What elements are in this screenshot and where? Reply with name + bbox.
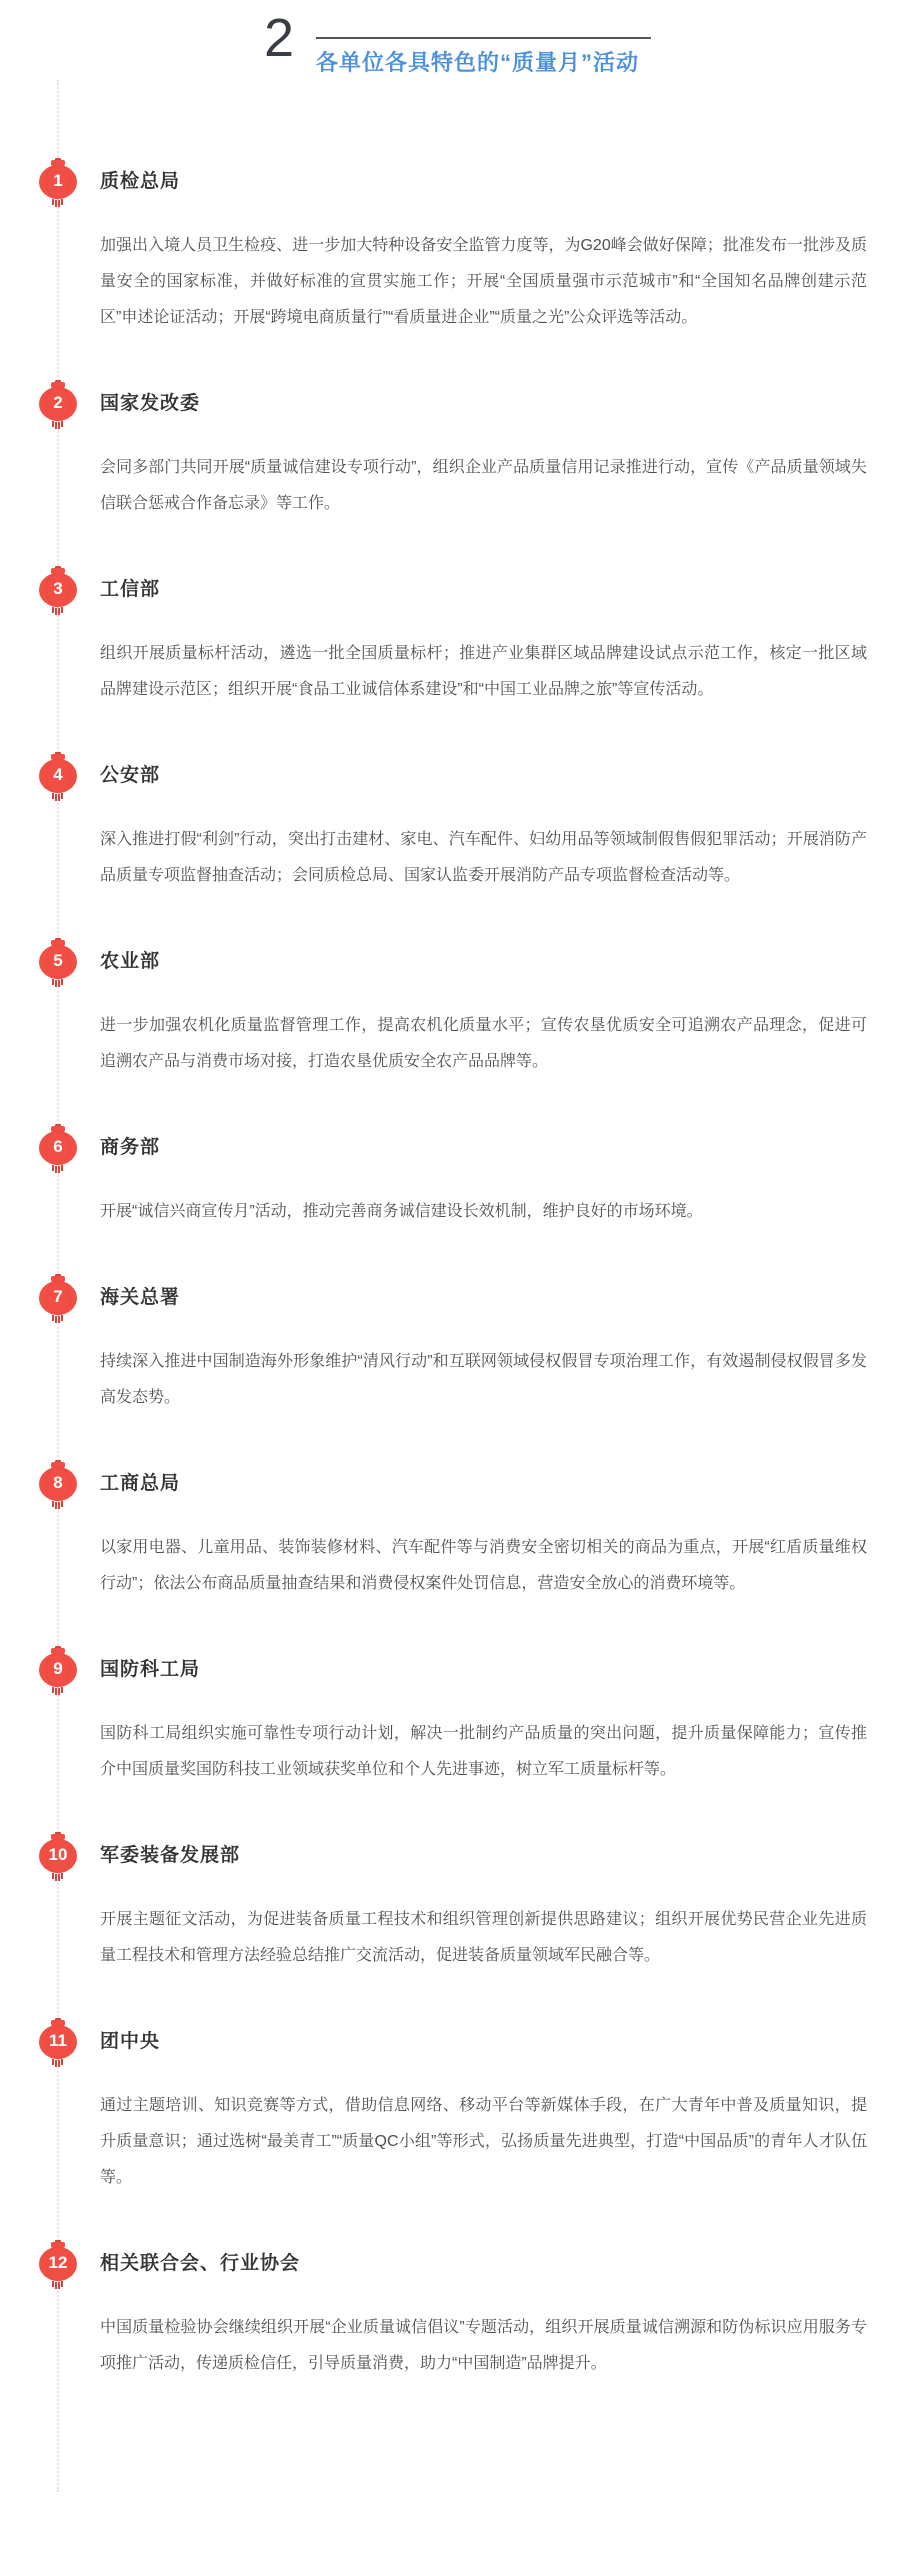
badge-number: 3 <box>53 579 63 598</box>
section-heading: 商务部 <box>100 1137 161 1158</box>
section <box>0 392 900 522</box>
section <box>0 1844 900 1974</box>
section-heading: 团中央 <box>100 2031 161 2052</box>
section-heading: 国家发改委 <box>100 393 201 414</box>
section-body: 持续深入推进中国制造海外形象维护“清风行动”和互联网领域侵权假冒专项治理工作，有效遏制侵权假冒多发高发态势。 <box>100 1353 867 1406</box>
section-heading: 公安部 <box>100 765 161 786</box>
lantern-badge <box>38 938 78 988</box>
lantern-badge <box>38 1460 78 1510</box>
badge-number: 6 <box>53 1137 63 1156</box>
badge-number: 2 <box>53 393 63 412</box>
section-body: 以家用电器、儿童用品、装饰装修材料、汽车配件等与消费安全密切相关的商品为重点，开展“红盾质量维权行动”；依法公布商品质量抽查结果和消费侵权案件处罚信息，营造安全放心的消费环境等。 <box>100 1539 867 1592</box>
section-heading: 军委装备发展部 <box>100 1845 241 1866</box>
page-title: 各单位各具特色的“质量月”活动 <box>316 50 640 75</box>
section <box>0 1658 900 1788</box>
section-body: 开展“诚信兴商宣传月”活动，推动完善商务诚信建设长效机制，维护良好的市场环境。 <box>100 1203 703 1220</box>
section-body: 组织开展质量标杆活动，遴选一批全国质量标杆；推进产业集群区域品牌建设试点示范工作，核定一批区域品牌建设示范区；组织开展“食品工业诚信体系建设”和“中国工业品牌之旅”等宣传活动。 <box>100 645 867 698</box>
section-heading: 工商总局 <box>100 1473 181 1494</box>
lantern-badge <box>38 566 78 616</box>
lantern-badge <box>38 1646 78 1696</box>
badge-number: 11 <box>49 2031 67 2050</box>
section <box>0 170 900 336</box>
lantern-badge <box>38 2240 78 2290</box>
section-heading: 质检总局 <box>100 171 181 192</box>
section <box>0 2252 900 2382</box>
badge-number: 8 <box>53 1473 63 1492</box>
section <box>0 1286 900 1416</box>
badge-number: 5 <box>53 951 63 970</box>
section-heading: 国防科工局 <box>100 1659 201 1680</box>
section <box>0 950 900 1080</box>
badge-number: 9 <box>53 1659 63 1678</box>
section <box>0 1136 900 1230</box>
section-body: 中国质量检验协会继续组织开展“企业质量诚信倡议”专题活动，组织开展质量诚信溯源和防伪标识应用服务专项推广活动，传递质检信任，引导质量消费，助力“中国制造”品牌提升。 <box>100 2319 867 2372</box>
section-body: 进一步加强农机化质量监督管理工作，提高农机化质量水平；宣传农垦优质安全可追溯农产品理念，促进可追溯农产品与消费市场对接，打造农垦优质安全农产品品牌等。 <box>100 1017 867 1070</box>
badge-number: 12 <box>48 2253 68 2272</box>
lantern-badge <box>38 1274 78 1324</box>
section <box>0 578 900 708</box>
section-body: 开展主题征文活动，为促进装备质量工程技术和组织管理创新提供思路建议；组织开展优势民营企业先进质量工程技术和管理方法经验总结推广交流活动，促进装备质量领域军民融合等。 <box>100 1911 867 1964</box>
lantern-badge <box>38 1124 78 1174</box>
section-body: 会同多部门共同开展“质量诚信建设专项行动”，组织企业产品质量信用记录推进行动，宣传《产品质量领域失信联合惩戒合作备忘录》等工作。 <box>100 459 867 512</box>
lantern-badge <box>38 2018 78 2068</box>
section-heading: 农业部 <box>100 951 161 972</box>
header-title-block <box>316 10 651 77</box>
lantern-badge <box>38 380 78 430</box>
section-body: 国防科工局组织实施可靠性专项行动计划，解决一批制约产品质量的突出问题，提升质量保障能力；宣传推介中国质量奖国防科技工业领域获奖单位和个人先进事迹，树立军工质量标杆等。 <box>100 1725 867 1778</box>
page-header <box>264 10 651 77</box>
section-body: 加强出入境人员卫生检疫、进一步加大特种设备安全监管力度等，为G20峰会做好保障；批准发布一批涉及质量安全的国家标准，并做好标准的宣贯实施工作；开展“全国质量强市示范城市”和“全国知名品牌创建示范区”申述论证活动；开展“跨境电商质量行”“看质量进企业”“质量之光”公众评选等活动。 <box>100 237 867 326</box>
section-heading: 相关联合会、行业协会 <box>100 2253 301 2274</box>
section-heading: 海关总署 <box>100 1287 181 1308</box>
badge-number: 10 <box>48 1845 68 1864</box>
section <box>0 2030 900 2196</box>
header-section-number: 2 <box>264 8 295 68</box>
badge-number: 7 <box>53 1287 63 1306</box>
section-body: 深入推进打假“利剑”行动，突出打击建材、家电、汽车配件、妇幼用品等领域制假售假犯罪活动；开展消防产品质量专项监督抽查活动；会同质检总局、国家认监委开展消防产品专项监督检查活动等。 <box>100 831 867 884</box>
lantern-badge <box>38 158 78 208</box>
section <box>0 1472 900 1602</box>
badge-number: 4 <box>53 765 63 784</box>
section-heading: 工信部 <box>100 579 161 600</box>
section-body: 通过主题培训、知识竞赛等方式，借助信息网络、移动平台等新媒体手段，在广大青年中普及质量知识，提升质量意识；通过选树“最美青工”“质量QC小组”等形式，弘扬质量先进典型，打造“中国品质”的青年人才队伍等。 <box>100 2097 867 2186</box>
badge-number: 1 <box>53 171 63 190</box>
lantern-badge <box>38 1832 78 1882</box>
sections-list <box>0 170 900 2438</box>
section <box>0 764 900 894</box>
header-rule <box>316 37 651 39</box>
lantern-badge <box>38 752 78 802</box>
